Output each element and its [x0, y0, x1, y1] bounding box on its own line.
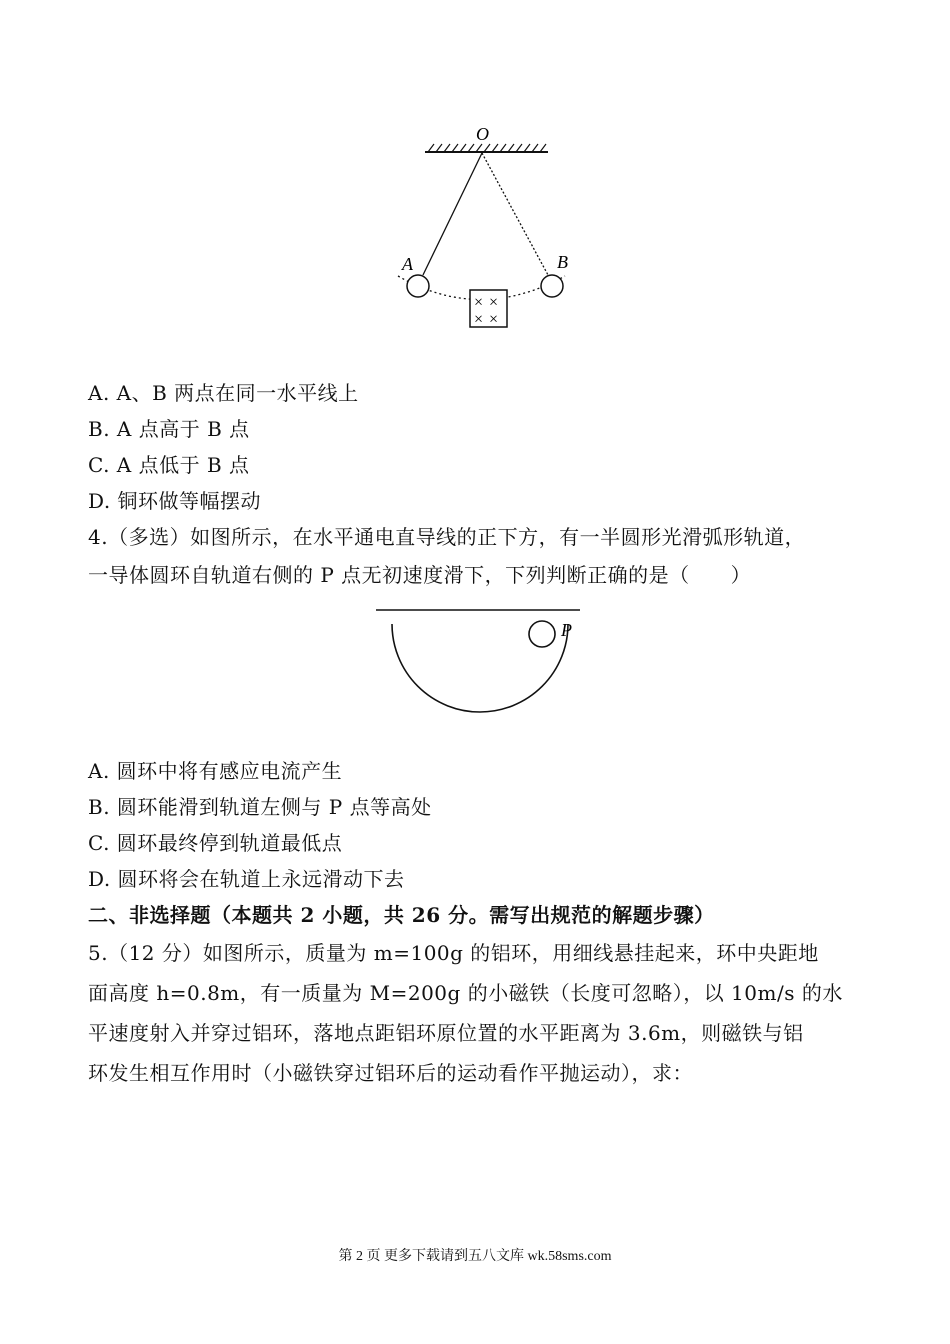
conductor-ring — [529, 621, 555, 647]
track-figure — [370, 600, 590, 720]
question4-line1: 4.（多选）如图所示，在水平通电直导线的正下方，有一半圆形光滑弧形轨道， — [88, 525, 806, 549]
label-p: P — [561, 620, 572, 640]
q4-option-c: C. 圆环最终停到轨道最低点 — [88, 831, 343, 855]
q4-option-a: A. 圆环中将有感应电流产生 — [88, 759, 343, 783]
q3-option-c: C. A 点低于 B 点 — [88, 453, 250, 477]
field-cross: × — [473, 294, 484, 311]
ring-a — [407, 275, 429, 297]
label-b: B — [557, 252, 568, 272]
field-cross: × — [488, 311, 499, 328]
q3-option-b: B. A 点高于 B 点 — [88, 417, 250, 441]
pendulum-figure — [380, 118, 580, 338]
ceiling-hatching — [428, 144, 546, 152]
ring-b — [541, 275, 563, 297]
field-cross: × — [488, 294, 499, 311]
q3-option-a: A. A、B 两点在同一水平线上 — [88, 381, 359, 405]
q4-option-b: B. 圆环能滑到轨道左侧与 P 点等高处 — [88, 795, 432, 819]
question4-line2: 一导体圆环自轨道右侧的 P 点无初速度滑下，下列判断正确的是（ ） — [88, 563, 752, 587]
page-footer: 第 2 页 更多下载请到五八文库 wk.58sms.com — [338, 1249, 612, 1264]
label-a: A — [402, 254, 413, 274]
section2-heading: 二、非选择题（本题共 2 小题，共 26 分。需写出规范的解题步骤） — [88, 903, 715, 927]
q3-option-d: D. 铜环做等幅摆动 — [88, 489, 262, 513]
question5-line1: 5.（12 分）如图所示，质量为 m=100g 的铝环，用细线悬挂起来，环中央距地 — [88, 941, 819, 965]
field-cross: × — [473, 311, 484, 328]
label-o: O — [476, 124, 489, 144]
question5-line4: 环发生相互作用时（小磁铁穿过铝环后的运动看作平抛运动），求： — [88, 1061, 693, 1085]
question5-line2: 面高度 h=0.8m，有一质量为 M=200g 的小磁铁（长度可忽略），以 10m/s 的水 — [88, 981, 843, 1005]
question5-line3: 平速度射入并穿过铝环，落地点距铝环原位置的水平距离为 3.6m，则磁铁与铝 — [88, 1021, 804, 1045]
string-b — [482, 153, 548, 275]
string-a — [423, 153, 482, 275]
q4-option-d: D. 圆环将会在轨道上永远滑动下去 — [88, 867, 405, 891]
